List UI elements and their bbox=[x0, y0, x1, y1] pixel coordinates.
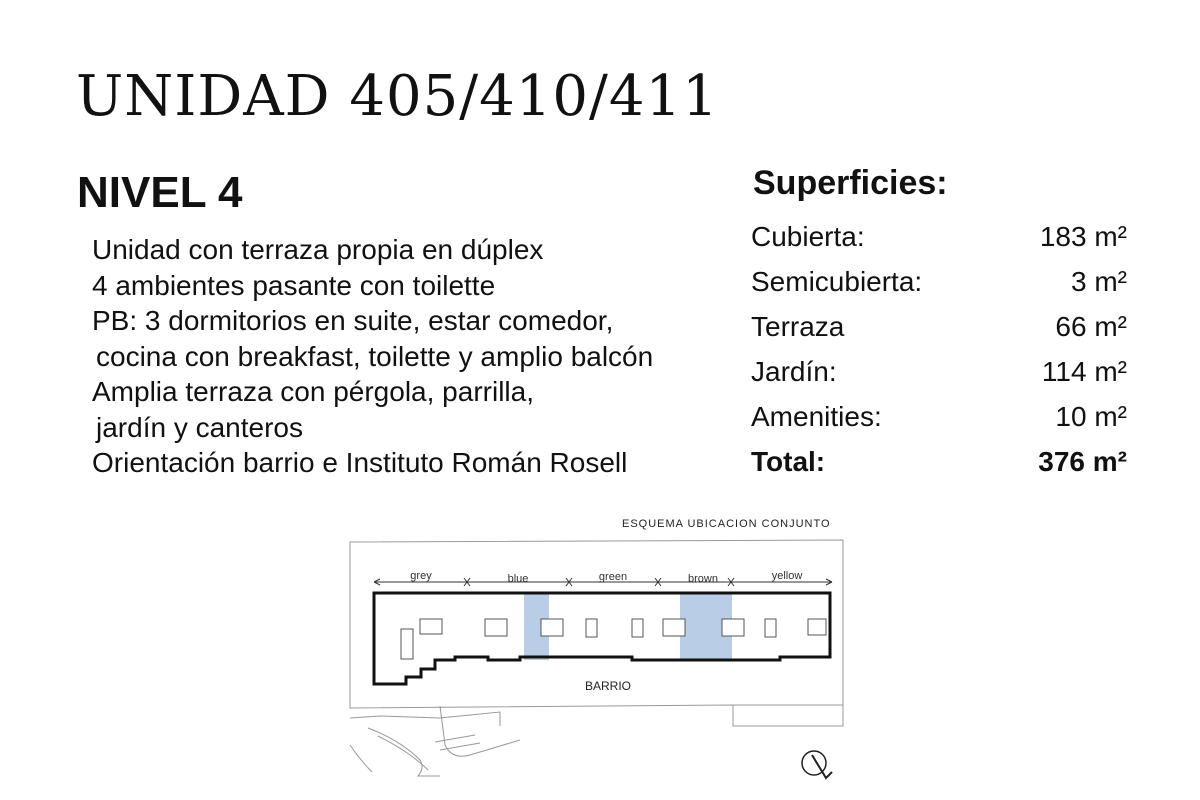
surface-row bbox=[751, 394, 1127, 439]
surfaces-title: Superficies: bbox=[753, 164, 948, 202]
section-label: yellow bbox=[771, 570, 803, 582]
barrio-label: BARRIO bbox=[584, 679, 632, 693]
section-label: brown bbox=[688, 573, 718, 585]
site-plan-diagram bbox=[340, 530, 860, 790]
surface-label: Terraza bbox=[751, 310, 845, 342]
section-label: grey bbox=[410, 570, 432, 582]
description-line: PB: 3 dormitorios en suite, estar comedor, bbox=[92, 305, 614, 336]
surface-total-label: Total: bbox=[751, 445, 826, 477]
surface-label: Cubierta: bbox=[751, 220, 865, 252]
description-line: 4 ambientes pasante con toilette bbox=[92, 269, 496, 301]
surface-row bbox=[751, 304, 1127, 349]
surface-value: 10 m² bbox=[1055, 400, 1127, 432]
surface-value: 66 m² bbox=[1055, 310, 1127, 342]
surface-value: 183 m² bbox=[1039, 220, 1127, 252]
scheme-title: ESQUEMA UBICACION CONJUNTO bbox=[622, 518, 831, 530]
description-line: Amplia terraza con pérgola, parrilla, bbox=[92, 376, 534, 407]
surface-total-row bbox=[751, 439, 1127, 484]
section-label: blue bbox=[507, 573, 529, 585]
surface-value: 114 m² bbox=[1041, 355, 1127, 387]
surface-row bbox=[751, 349, 1127, 394]
surface-label: Amenities: bbox=[751, 400, 882, 432]
surface-label: Jardín: bbox=[751, 355, 837, 387]
building-outline bbox=[374, 593, 830, 684]
surface-row bbox=[751, 259, 1127, 304]
surface-row bbox=[751, 214, 1127, 259]
surface-total-value: 376 m² bbox=[1038, 445, 1127, 477]
description-line: jardín y canteros bbox=[96, 411, 303, 443]
surfaces-table bbox=[751, 214, 1127, 484]
description-line: cocina con breakfast, toilette y amplio balcón bbox=[96, 340, 654, 372]
section-label: green bbox=[598, 571, 628, 583]
description-line: Unidad con terraza propia en dúplex bbox=[92, 234, 544, 265]
compass-icon bbox=[802, 751, 832, 778]
surface-value: 3 m² bbox=[1071, 265, 1127, 297]
description-line: Orientación barrio e Instituto Román Rosell bbox=[92, 447, 628, 478]
unit-description bbox=[92, 232, 742, 481]
surface-label: Semicubierta: bbox=[751, 265, 923, 297]
level-heading: NIVEL 4 bbox=[77, 168, 243, 217]
page-title: UNIDAD 405/410/411 bbox=[76, 64, 719, 129]
